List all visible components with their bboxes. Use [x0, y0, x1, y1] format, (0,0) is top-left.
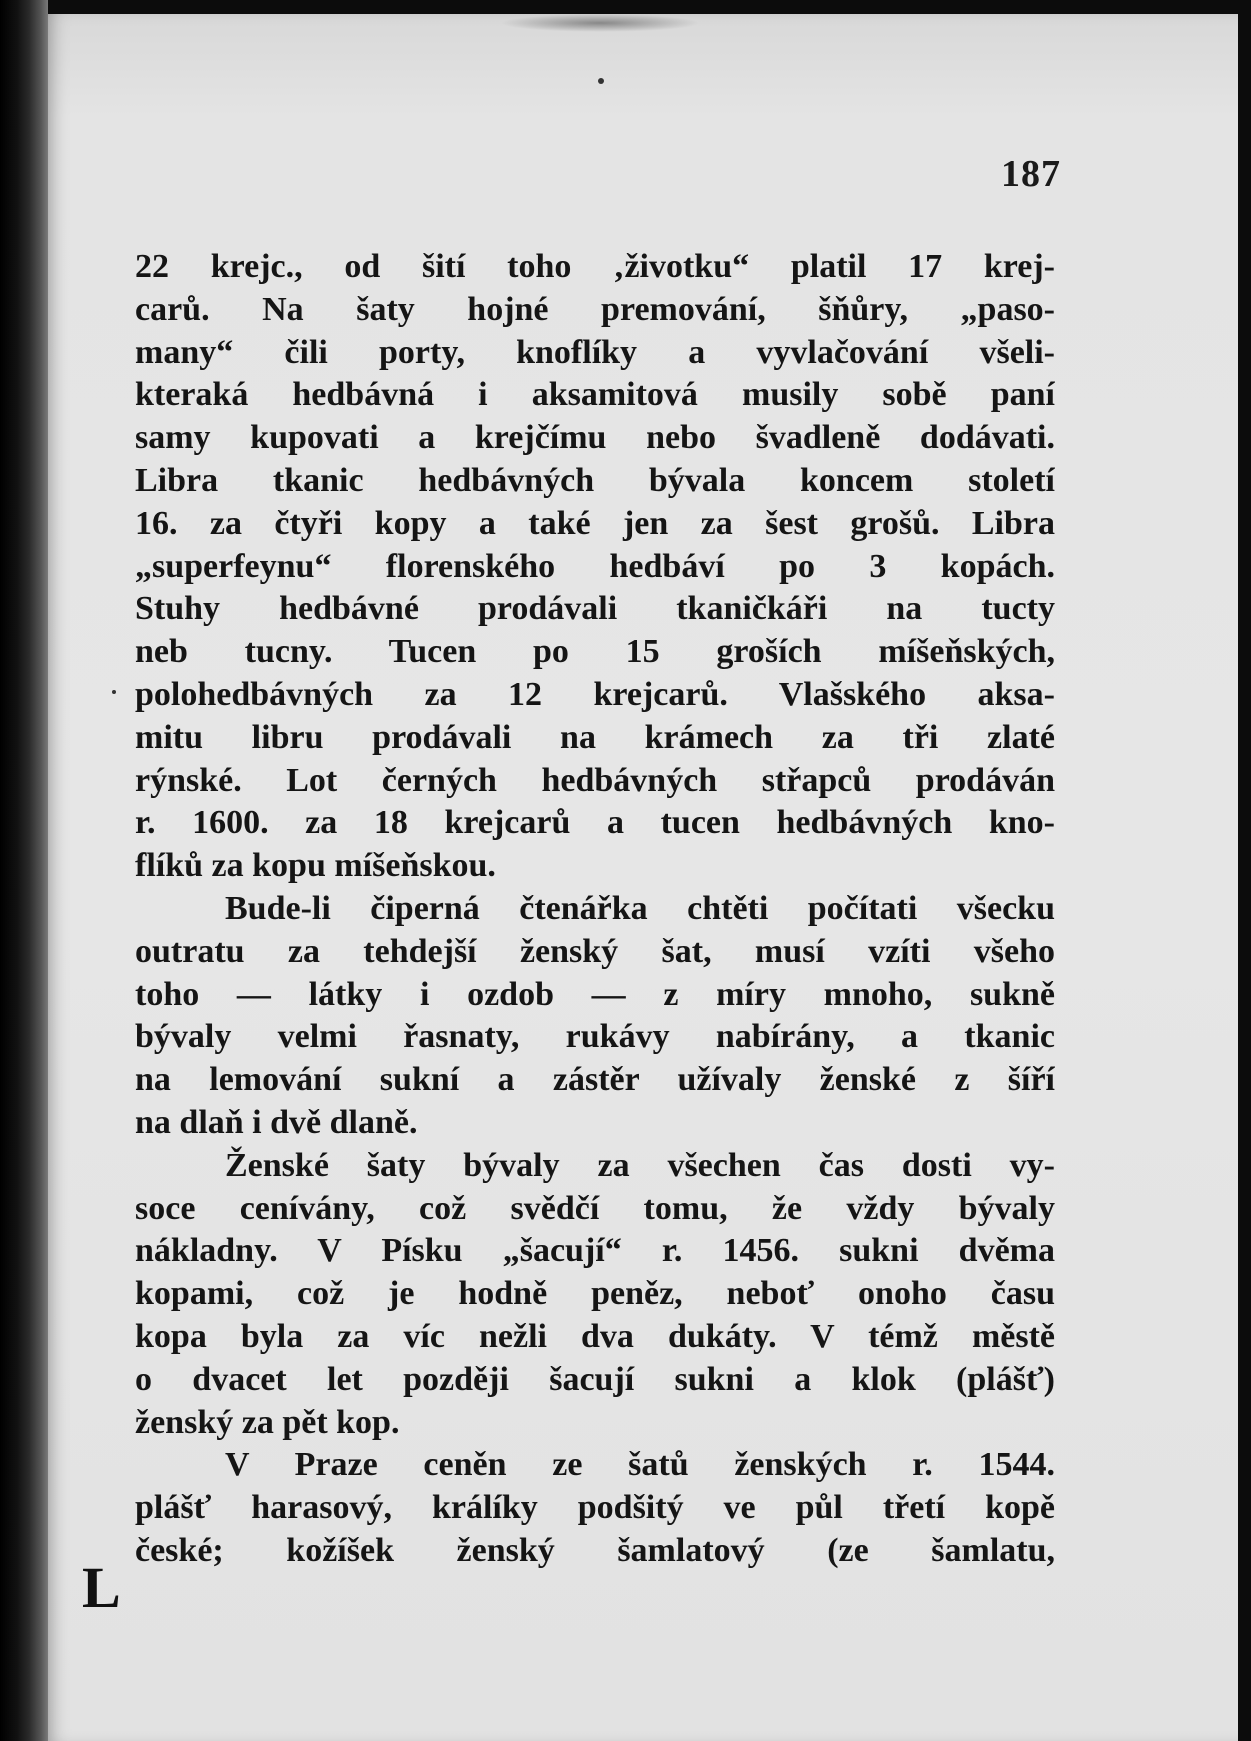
text-line: plášť harasový, králíky podšitý ve půl třetí kopě: [135, 1489, 1055, 1527]
text-line: ženský za pět kop.: [135, 1403, 400, 1441]
body-text: [135, 246, 1055, 1573]
text-line: soce cenívány, což svědčí tomu, že vždy bývaly: [135, 1189, 1055, 1227]
book-spine-shadow: [0, 0, 48, 1741]
text-line: Libra tkanic hedbávných bývala koncem století: [135, 461, 1055, 499]
text-line: mitu libru prodávali na krámech za tři zlaté: [135, 718, 1055, 756]
text-line: Ženské šaty bývaly za všechen čas dosti vy-: [225, 1146, 1055, 1184]
text-line: rýnské. Lot černých hedbávných střapců prodáván: [135, 761, 1055, 799]
text-line: kopami, což je hodně peněz, neboť onoho času: [135, 1275, 1055, 1313]
text-line: kteraká hedbávná i aksamitová musily sobě paní: [135, 376, 1055, 414]
margin-mark: L: [82, 1555, 121, 1620]
text-line: na lemování sukní a zástěr užívaly ženské z šíří: [135, 1061, 1055, 1099]
text-line: many“ čili porty, knoflíky a vyvlačování všeli-: [135, 333, 1055, 371]
text-line: outratu za tehdejší ženský šat, musí vzíti všeho: [135, 932, 1055, 970]
text-line: neb tucny. Tucen po 15 groších míšeňských,: [135, 633, 1055, 671]
text-line: flíků za kopu míšeňskou.: [135, 847, 496, 885]
text-line: „superfeynu“ florenského hedbáví po 3 kopách.: [135, 547, 1055, 585]
scan-smudge: [500, 14, 700, 32]
text-line: polohedbávných za 12 krejcarů. Vlašského aksa-: [135, 675, 1055, 713]
text-line: Bude-li čiperná čtenářka chtěti počítati všecku: [225, 889, 1055, 927]
text-line: carů. Na šaty hojné premování, šňůry, „paso-: [135, 290, 1055, 328]
text-line: na dlaň i dvě dlaně.: [135, 1103, 418, 1141]
text-line: V Praze ceněn ze šatů ženských r. 1544.: [225, 1446, 1055, 1484]
text-line: 22 krejc., od šití toho ‚životku“ platil 17 krej-: [135, 248, 1055, 285]
page-number: 187: [1001, 153, 1061, 195]
text-line: nákladny. V Písku „šacují“ r. 1456. sukni dvěma: [135, 1232, 1055, 1270]
text-line: samy kupovati a krejčímu nebo švadleně dodávati.: [135, 419, 1055, 457]
text-line: 16. za čtyři kopy a také jen za šest grošů. Libra: [135, 504, 1055, 542]
scan-speck: [598, 78, 604, 84]
text-line: bývaly velmi řasnaty, rukávy nabírány, a tkanic: [135, 1018, 1055, 1056]
scan-speck: [112, 690, 116, 694]
text-line: Stuhy hedbávné prodávali tkaničkáři na tucty: [135, 590, 1055, 628]
text-line: české; kožíšek ženský šamlatový (ze šamlatu,: [135, 1531, 1055, 1569]
text-line: o dvacet let později šacují sukni a klok (plášť): [135, 1360, 1055, 1398]
text-line: r. 1600. za 18 krejcarů a tucen hedbávných kno-: [135, 804, 1055, 842]
text-line: kopa byla za víc nežli dva dukáty. V témž městě: [135, 1317, 1055, 1355]
text-line: toho — látky i ozdob — z míry mnoho, sukně: [135, 975, 1055, 1013]
